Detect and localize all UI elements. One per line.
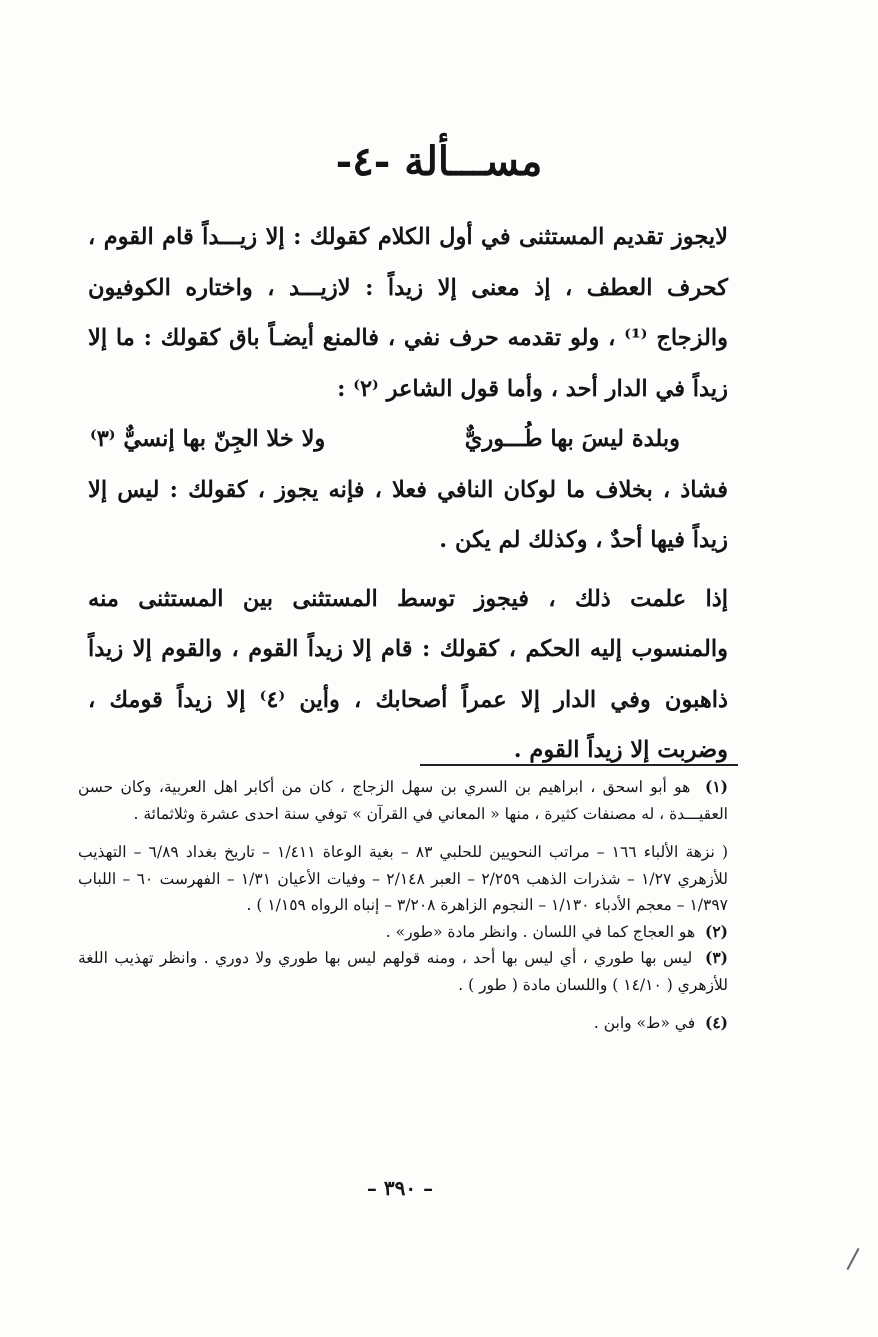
paragraph-2: فشاذ ، بخلاف ما لوكان النافي فعلا ، فإنه يجوز ، كقولك : ليس إلا زيداً فيها أحدٌ ، وكذلك لم يكن .	[88, 476, 728, 553]
footnote-number: (٢)	[704, 921, 728, 941]
main-text	[88, 212, 728, 776]
footnote-number: (٤)	[704, 1013, 728, 1032]
paragraph-3: إذا علمت ذلك ، فيجوز توسط المستثنى بين المستثنى منه والمنسوب إليه الحكم ، كقولك : قام إلا زيداً القوم ، والقوم إلا زيداً ذاهبون وفي الدار إلا عمراً أصحابك ، وأين ⁽٤⁾ إلا زيداً قومك ، وضربت إلا زيداً القوم .	[88, 585, 728, 763]
footnote-1	[78, 774, 728, 827]
page-number: – ٣٩٠ –	[366, 1176, 434, 1200]
footnote-1-references: ( نزهة الألباء ١٦٦ – مراتب النحويين للحلبي ٨٣ – بغية الوعاة ١/٤١١ – تاريخ بغداد ٦/٨٩ – التهذيب للأزهري ١/٢٧ – شذرات الذهب ٢/٢٥٩ – العبر ٢/١٤٨ – وفيات الأعيان ١/٣١ – الفهرست ٦٠ – اللباب ١/٣٩٧ – معجم الأدباء ١/١٣٠ – النجوم الزاهرة ٣/٢٠٨ – إنباه الرواه ١/١٥٩ ) .	[78, 843, 728, 914]
footnote-number: (٣)	[704, 948, 728, 967]
footnote-text: في «ط» وابن .	[593, 1014, 696, 1032]
footnote-4	[78, 1010, 728, 1037]
footnote-text: ليس بها طوري ، أي ليس بها أحد ، ومنه قولهم ليس بها طوري ولا دوري . وانظر تهذيب اللغة للأزهري ( ١٤/١٠ ) واللسان مادة ( طور ) .	[78, 949, 728, 994]
page-title: مســـألة -٤-	[335, 138, 543, 185]
footnote-number: (١)	[705, 777, 729, 796]
footnote-3	[78, 945, 728, 998]
footnote-text: هو العجاج كما في اللسان . وانظر مادة «طور» .	[385, 922, 696, 941]
footnote-divider	[420, 764, 738, 766]
poetry-verse	[88, 414, 728, 465]
footnotes	[78, 774, 728, 1037]
verse-first-hemistich: وبلدة ليسَ بها طُـــوريٌّ	[464, 426, 680, 452]
footnote-text: هو أبو اسحق ، ابراهيم بن السري بن سهل الزجاج ، كان من أكابر اهل العربية، وكان حسن العقيـــدة ، له مصنفات كثيرة ، منها « المعاني في القرآن » توفي سنة احدى عشرة وثلاثمائة .	[78, 778, 728, 823]
paragraph-1: لايجوز تقديم المستثنى في أول الكلام كقولك : إلا زيـــداً قام القوم ، كحرف العطف ، إذ معنى إلا زيداً : لازيـــد ، واختاره الكوفيون والزجاج ⁽¹⁾ ، ولو تقدمه حرف نفي ، فالمنع أيضـاً باق كقولك : ما إلا زيداً في الدار أحد ، وأما قول الشاعر ⁽٢⁾ :	[88, 224, 728, 402]
verse-second-hemistich: ولا خلا الجِنّ بها إنسيٌّ ⁽٣⁾	[90, 426, 326, 452]
scan-mark	[846, 1248, 859, 1270]
footnote-2	[78, 919, 728, 946]
